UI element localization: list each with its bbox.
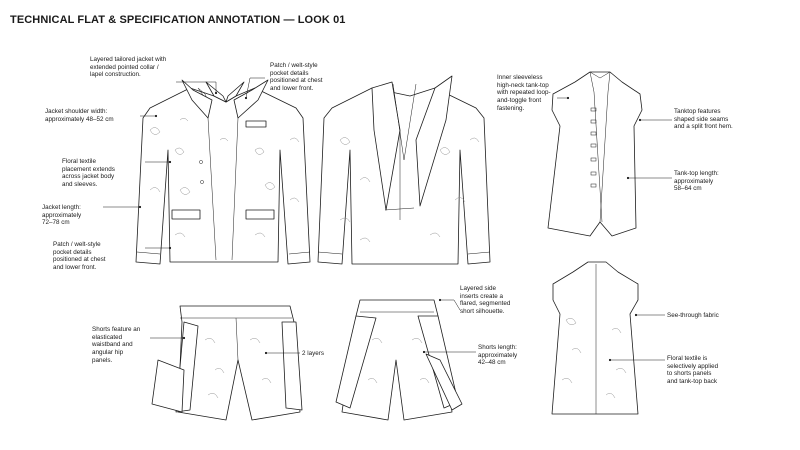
annotation-line: short silhouette. [460,308,505,316]
annotation-jacket-shoulder [45,108,114,123]
annotation-line: angular hip [92,349,124,357]
annotation-line: lapel construction. [90,71,141,79]
shorts-front-flat [152,306,302,420]
annotation-line: elasticated [92,333,123,341]
annotation-floral-jacket [62,158,115,189]
annotation-shorts-waist [92,326,140,364]
annotation-line: Inner sleeveless [497,74,543,81]
annotation-line: approximately 48–52 cm [45,115,114,123]
annotation-line: pocket details [53,248,92,256]
annotation-line: waistband and [92,341,133,349]
annotation-line: Shorts length: [478,344,517,351]
annotation-jacket-length [42,204,81,227]
annotation-line: pocket details [270,69,309,77]
annotation-two-layers [302,350,324,358]
annotation-jacket-pocket-top [270,62,323,93]
jacket-back-flat [318,76,490,264]
annotation-tank-length [674,170,719,193]
annotation-line: flared, segmented [460,300,511,308]
shorts-back-flat [336,300,462,420]
tanktop-front-flat [548,72,642,236]
annotation-line: Layered side [460,285,497,292]
annotation-floral-applied [667,355,718,386]
annotation-line: and lower front. [53,264,97,272]
annotation-line: high-neck tank-top [497,81,549,89]
annotation-line: and lower front. [270,85,314,93]
annotation-line: approximately [674,177,714,185]
annotation-line: 72–78 cm [42,219,70,227]
annotation-line: to shorts panels [667,370,712,378]
annotation-line: and tank-top back [667,378,718,386]
annotation-line: Tank-top length: [674,170,719,177]
annotation-line: Patch / welt-style [53,241,101,248]
annotation-line: approximately [42,211,82,219]
annotation-line: and a split front hem. [674,123,733,131]
annotation-line: shaped side seams [674,115,729,123]
annotation-line: with repeated loop- [497,89,551,97]
tanktop-back-flat [552,262,638,414]
annotation-line: positioned at chest [270,77,323,85]
annotation-jacket-collar [90,56,166,79]
annotation-line: approximately [478,351,518,359]
annotation-line: Jacket shoulder width: [45,108,108,115]
annotation-line: Jacket length: [42,204,81,211]
annotation-tank-seams [674,108,733,131]
annotation-line: Shorts feature an [92,326,141,333]
annotation-jacket-pocket-bottom [53,241,106,272]
annotation-line: 58–64 cm [674,185,702,193]
page-title: TECHNICAL FLAT & SPECIFICATION ANNOTATION — LOOK 01 [10,14,346,26]
annotation-line: positioned at chest [53,256,106,264]
annotation-line: selectively applied [667,362,719,370]
annotation-line: extended pointed collar / [90,63,159,71]
annotation-side-inserts [460,285,510,316]
annotation-line: 42–48 cm [478,359,506,367]
annotation-line: placement extends [62,165,115,173]
annotation-line: fastening. [497,104,525,112]
annotation-see-through [667,312,719,320]
annotation-line: Layered tailored jacket with [90,56,167,63]
annotation-line: Tanktop features [674,108,721,115]
annotation-line: Floral textile is [667,355,708,362]
jacket-front-flat [136,80,310,264]
annotation-line: 2 layers [302,350,325,357]
annotation-line: See-through fabric [667,312,719,319]
annotation-shorts-length [478,344,517,367]
annotation-line: and-toggle front [497,97,542,105]
annotation-line: across jacket body [62,173,115,181]
annotation-line: and sleeves. [62,181,98,189]
annotation-line: Patch / welt-style [270,62,318,69]
annotation-line: inserts create a [460,292,504,300]
annotation-inner-tank [497,74,551,112]
annotation-line: panels. [92,356,113,364]
annotation-line: Floral textile [62,158,96,165]
